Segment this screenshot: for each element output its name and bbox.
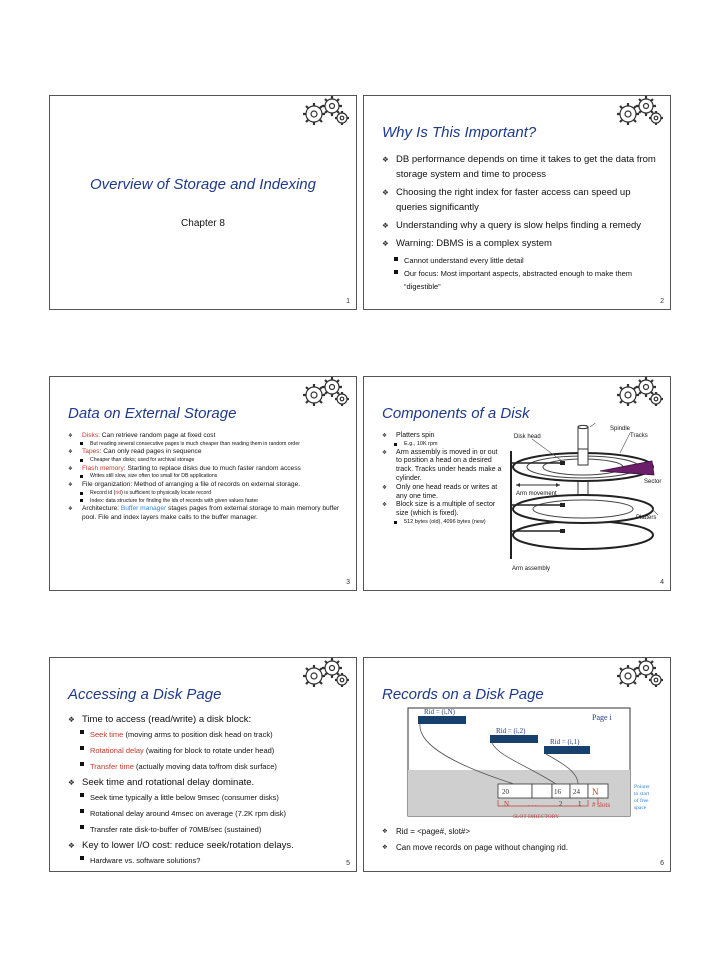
bullet-list bbox=[382, 152, 656, 293]
slide-3 bbox=[49, 376, 357, 591]
gears-icon bbox=[298, 376, 350, 409]
free-space-pointer-line: space bbox=[634, 805, 647, 811]
slot-directory-label: SLOT DIRECTORY bbox=[513, 814, 560, 820]
sub-list-item: Writes still slow, size often too small for DB applications bbox=[68, 473, 340, 481]
disk-diagram bbox=[502, 423, 668, 583]
slot-index: 2 bbox=[559, 800, 563, 808]
platters-label: Platters bbox=[636, 515, 657, 521]
rid-n-label: Rid = (i,N) bbox=[424, 708, 455, 716]
slot-value: 16 bbox=[554, 788, 561, 796]
list-item: ❖ Architecture: Buffer manager stages pages from external storage to main memory buffer pool. File and index layers make calls to the buffer manager. bbox=[68, 505, 340, 522]
sub-list-item: Rotational delay around 4msec on average (7.2K rpm disk) bbox=[68, 806, 342, 822]
slide-number: 3 bbox=[346, 579, 350, 586]
slide-title: Why Is This Important? bbox=[382, 124, 537, 141]
gears-icon bbox=[298, 95, 350, 128]
slide-6 bbox=[363, 657, 671, 872]
slide-number: 1 bbox=[346, 298, 350, 305]
free-space-pointer-label bbox=[634, 784, 650, 811]
sub-list-item: Index: data structure for finding the ids of records with given values faster bbox=[68, 498, 340, 506]
sub-list-item: Rotational delay (waiting for block to rotate under head) bbox=[68, 743, 342, 759]
gears-icon bbox=[612, 376, 664, 409]
slide-1 bbox=[49, 95, 357, 310]
gears-icon bbox=[612, 657, 664, 690]
tracks-label: Tracks bbox=[630, 433, 648, 439]
sub-list-item: E.g., 10K rpm bbox=[382, 441, 502, 449]
list-item: ❖ Key to lower I/O cost: reduce seek/rotation delays. bbox=[68, 838, 342, 853]
list-item: ❖ Tapes: Can only read pages in sequence bbox=[68, 448, 340, 457]
list-item: ❖ Block size is a multiple of sector size (which is fixed). bbox=[382, 501, 502, 519]
list-item: ❖ Rid = <page#, slot#> bbox=[382, 824, 660, 840]
spindle-label: Spindle bbox=[610, 426, 631, 432]
sub-list-item: Cannot understand every little detail bbox=[382, 254, 656, 267]
list-item: ❖ Can move records on page without changing rid. bbox=[382, 840, 660, 856]
term-buffer-manager: Buffer manager bbox=[120, 505, 167, 513]
slide-title: Records on a Disk Page bbox=[382, 686, 544, 703]
term-tapes: Tapes bbox=[82, 448, 100, 456]
sub-list-item: Record id (rid) is sufficient to physically locate record bbox=[68, 490, 340, 498]
term-disks: Disks bbox=[82, 432, 99, 439]
slide-title: Accessing a Disk Page bbox=[68, 686, 222, 703]
gears-icon bbox=[298, 657, 350, 690]
slide-number: 5 bbox=[346, 860, 350, 867]
sub-list-item: Transfer time (actually moving data to/from disk surface) bbox=[68, 759, 342, 775]
slide-title: Overview of Storage and Indexing bbox=[90, 176, 316, 193]
slide-5 bbox=[49, 657, 357, 872]
slide-4 bbox=[363, 376, 671, 591]
slot-value: 20 bbox=[502, 788, 509, 796]
bullet-list bbox=[382, 432, 502, 527]
slot-count-value: N bbox=[592, 787, 599, 797]
slide-title: Components of a Disk bbox=[382, 405, 530, 422]
sub-list-item: But reading several consecutive pages is much cheaper than reading them in random order bbox=[68, 441, 340, 449]
rid-2-label: Rid = (i,2) bbox=[496, 727, 526, 735]
list-item: ❖ DB performance depends on time it takes to get the data from storage system and time to process bbox=[382, 152, 656, 182]
bullet-list bbox=[68, 432, 340, 523]
slot-value: 24 bbox=[573, 788, 580, 796]
term-rid: rid bbox=[115, 489, 122, 496]
sub-list-item: Transfer rate disk-to-buffer of 70MB/sec (sustained) bbox=[68, 822, 342, 838]
sub-list-item: Hardware vs. software solutions? bbox=[68, 853, 342, 869]
list-item: ❖ Flash memory: Starting to replace disks due to much faster random access bbox=[68, 465, 340, 474]
arm-assembly-label: Arm assembly bbox=[512, 566, 551, 572]
rid-1-label: Rid = (i,1) bbox=[550, 738, 580, 746]
list-item: ❖ Platters spin bbox=[382, 432, 502, 441]
slide-number: 2 bbox=[660, 298, 664, 305]
term-flash-memory: Flash memory bbox=[82, 464, 124, 472]
disk-head-label: Disk head bbox=[514, 434, 541, 440]
sub-list-item: Seek time (moving arms to position disk head on track) bbox=[68, 727, 342, 743]
sub-list-item: Our focus: Most important aspects, abstracted enough to make them “digestible” bbox=[382, 267, 656, 293]
sub-list-item: Cheaper than disks; used for archival storage bbox=[68, 457, 340, 465]
arm-movement-label: Arm movement bbox=[516, 491, 557, 497]
term-seek-time: Seek time bbox=[90, 730, 124, 739]
gears-icon bbox=[612, 95, 664, 128]
slide-number: 6 bbox=[660, 860, 664, 867]
chapter-label: Chapter 8 bbox=[181, 218, 225, 229]
list-item: ❖ Warning: DBMS is a complex system bbox=[382, 236, 656, 251]
list-item: ❖ Time to access (read/write) a disk block: bbox=[68, 712, 342, 727]
slot-index: 1 bbox=[578, 800, 582, 808]
list-item: ❖ Choosing the right index for faster access can speed up queries significantly bbox=[382, 185, 656, 215]
list-item: ❖ Seek time and rotational delay dominate. bbox=[68, 775, 342, 790]
list-item: ❖ Arm assembly is moved in or out to position a head on a desired track. Tracks under heads make a cylinder. bbox=[382, 449, 502, 484]
free-space-pointer-line: to start bbox=[634, 791, 650, 797]
slide-number: 4 bbox=[660, 579, 664, 586]
sub-list-item: Seek time typically a little below 9msec (consumer disks) bbox=[68, 790, 342, 806]
list-item: ❖ Understanding why a query is slow helps finding a remedy bbox=[382, 218, 656, 233]
list-item: ❖ File organization: Method of arranging a file of records on external storage. bbox=[68, 481, 340, 490]
bullet-list bbox=[68, 712, 342, 869]
free-space-pointer-line: Pointer bbox=[634, 784, 650, 790]
slot-index: N bbox=[504, 800, 510, 808]
sub-list-item: 512 bytes (old), 4096 bytes (new) bbox=[382, 519, 502, 527]
slide-2 bbox=[363, 95, 671, 310]
term-transfer-time: Transfer time bbox=[90, 762, 134, 771]
bullet-list bbox=[382, 824, 660, 856]
list-item: ❖ Only one head reads or writes at any one time. bbox=[382, 484, 502, 502]
slide-title: Data on External Storage bbox=[68, 405, 237, 422]
sector-label: Sector bbox=[644, 479, 662, 485]
free-space-pointer-line: of free bbox=[634, 798, 649, 804]
slot-index-dots: . . . bbox=[528, 800, 537, 808]
page-label: Page i bbox=[592, 713, 612, 722]
disk-page-diagram bbox=[378, 706, 668, 824]
list-item: ❖ Disks: Can retrieve random page at fixed cost bbox=[68, 432, 340, 441]
term-rotational-delay: Rotational delay bbox=[90, 746, 144, 755]
num-slots-label: # slots bbox=[592, 801, 611, 809]
